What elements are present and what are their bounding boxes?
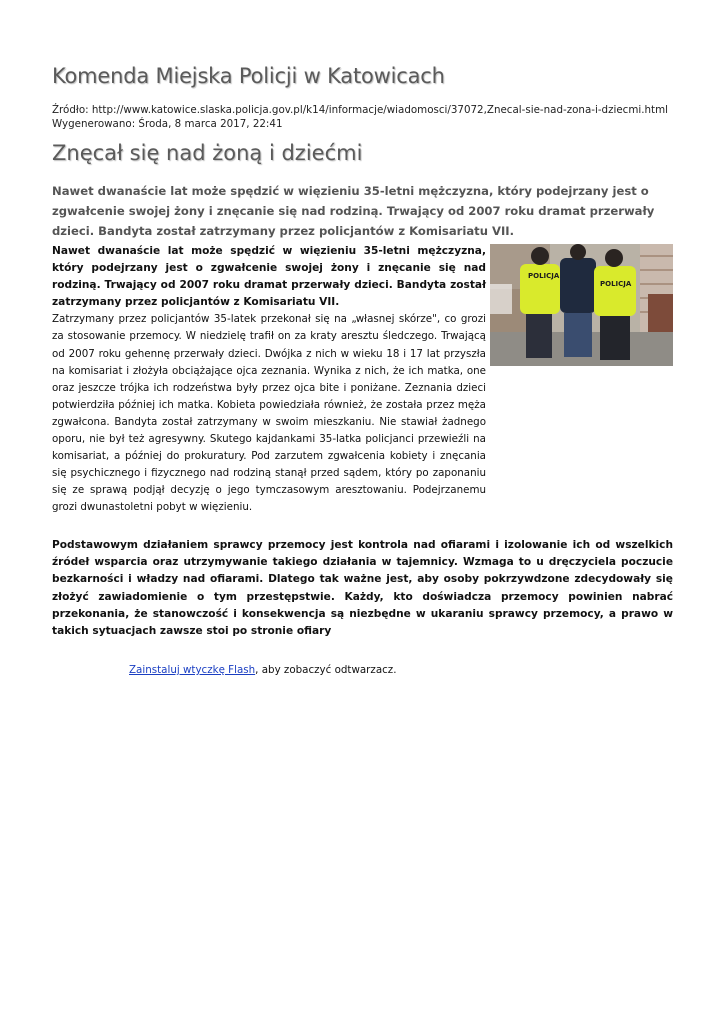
article-body-text: Zatrzymany przez policjantów 35-latek przekonał się na „własnej skórze", co grozi za stosowanie przemocy. W niedzielę trafił on za kraty aresztu śledczego. Trwającą od 2007 roku gehennę przerwały dzieci. Dwójka z nich w wieku 18 i 17 lat przyszła na komisariat i złożyła obciążające ojca zeznania. Wynika z nich, że ich matka, one oraz jeszcze trójka ich rodzeństwa były przez ojca bite i poniżane. Zeznania dzieci potwierdziła później ich matka. Kobieta powiedziała również, że została przez męża zgwałcona. Bandyta został zatrzymany w swoim mieszkaniu. Nie stawiał żadnego oporu, nie był też agresywny. Skutego kajdankami 35-latka policjanci przewieźli na komisariat, a później do prokuratury. Pod zarzutem zgwałcenia kobiety i znęcania się psychicznego i fizycznego nad rodziną stanął przed sądem, który po zaponaniu się ze sprawą podjął decyzję o jego tymczasowym aresztowaniu. Podejrzanemu grozi dwunastoletni pobyt w więzieniu. — [52, 313, 486, 514]
article-body — [52, 243, 486, 517]
install-flash-link[interactable]: Zainstaluj wtyczkę Flash — [129, 664, 256, 676]
site-title: Komenda Miejska Policji w Katowicach — [52, 64, 445, 88]
vest-label-left: POLICJA — [528, 272, 560, 280]
vest-label-right: POLICJA — [600, 280, 632, 288]
article-body-intro: Nawet dwanaście lat może spędzić w więzieniu 35-letni mężczyzna, który podejrzany jest o zgwałcenie swojej żony i znęcanie się nad rodziną. Trwający od 2007 roku dramat przerwały dzieci. Bandyta został zatrzymany przez policjantów z Komisariatu VII. — [52, 245, 486, 309]
flash-notice — [129, 664, 396, 676]
generated-line: Wygenerowano: Środa, 8 marca 2017, 22:41 — [52, 118, 283, 130]
article-photo — [490, 244, 673, 366]
article-lead: Nawet dwanaście lat może spędzić w więzieniu 35-letni mężczyzna, który podejrzany jest o zgwałcenie swojej żony i znęcanie się nad rodziną. Trwający od 2007 roku dramat przerwały dzieci. Bandyta został zatrzymany przez policjantów z Komisariatu VII. — [52, 184, 655, 238]
article-title: Znęcał się nad żoną i dziećmi — [52, 141, 363, 165]
prevention-note: Podstawowym działaniem sprawcy przemocy jest kontrola nad ofiarami i izolowanie ich od wszelkich źródeł wsparcia oraz utrzymywanie takiego działania w tajemnicy. Wzmaga to u dręczyciela poczucie bezkarności i władzy nad ofiarami. Dlatego tak ważne jest, aby osoby pokrzywdzone zdecydowały się złożyć zawiadomienie o tym przestępstwie. Każdy, kto doświadcza przemocy powinien nabrać przekonania, że stanowczość i konsekwencja są niezbędne w ukaraniu sprawcy przemocy, a prawo w takich sytuacjach zawsze stoi po stronie ofiary — [52, 539, 673, 638]
source-line: Źródło: http://www.katowice.slaska.policja.gov.pl/k14/informacje/wiadomosci/37072,Znecal-sie-nad-zona-i-dziecmi.html — [52, 104, 668, 116]
document-meta — [52, 103, 668, 131]
flash-notice-suffix: , aby zobaczyć odtwarzacz. — [255, 664, 397, 676]
